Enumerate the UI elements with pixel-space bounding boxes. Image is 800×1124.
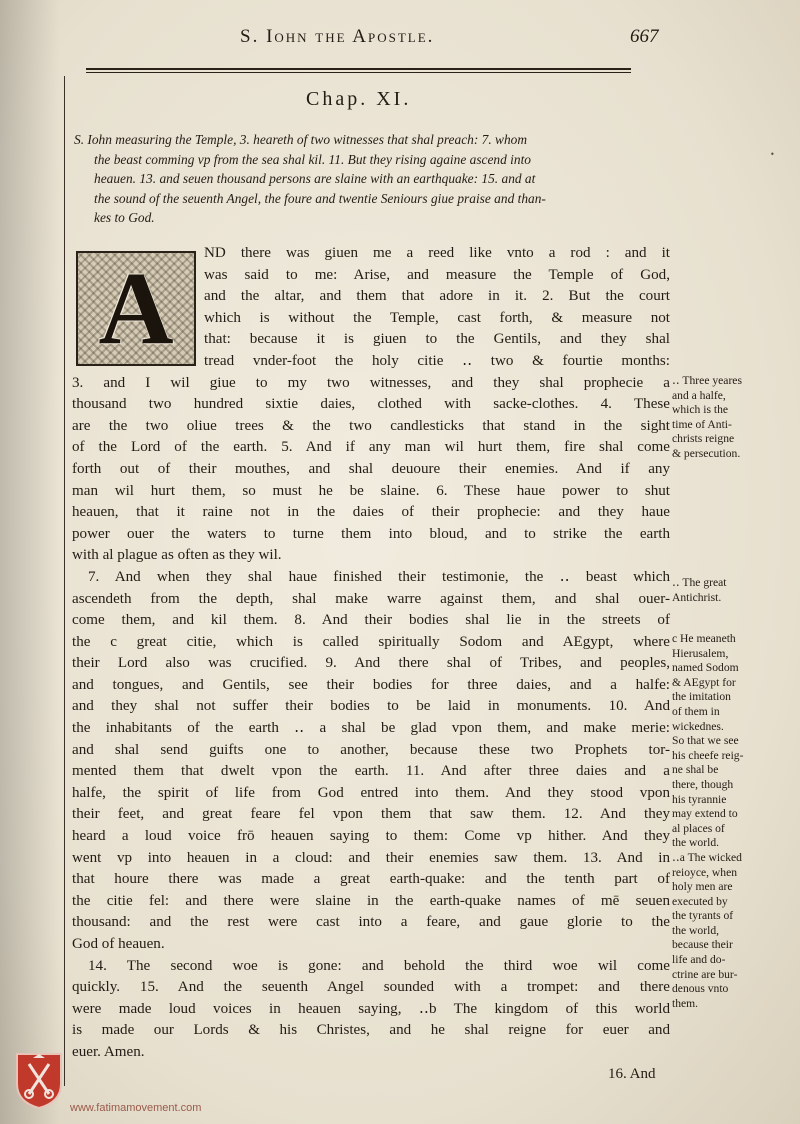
text-line: quickly. 15. And the seuenth Angel sounded with a trompet: and there [72, 979, 670, 996]
text-line: God of heauen. [72, 936, 165, 952]
note-line: them. [672, 996, 699, 1010]
note-line: may extend to [672, 807, 738, 821]
catchword: 16. And [608, 1066, 656, 1082]
text-line: are the two oliue trees & the two candlesticks that stand in the sight [72, 417, 670, 434]
text-line: was said to me: Arise, and measure the Temple of God, [204, 266, 670, 283]
note-line: the imitation [672, 690, 731, 704]
note-line: the tyrants of [672, 909, 734, 923]
margin-note-hierusalem [672, 632, 790, 1011]
text-line: that houre there was made a great earth-quake: and the tenth part of [72, 871, 670, 888]
text-line: ascendeth from the depth, shal make warre against them, and shal ouer- [72, 590, 670, 607]
text-line: 7. And when they shal haue finished their testimonie, the ‥ beast which [88, 568, 670, 585]
text-line: thousand two hundred sixtie daies, clothed with sacke-clothes. 4. These [72, 396, 670, 413]
note-line: Antichrist. [672, 590, 722, 604]
text-line: the inhabitants of the earth ‥ a shal be glad vpon them, and make merie: [72, 720, 670, 737]
running-title: S. Iohn the Apostle. [240, 26, 435, 47]
note-line: the world. [672, 836, 720, 850]
text-line: heauen, that it raine not in the daies of their prophecie: and they haue [72, 504, 670, 521]
text-line: and they shal not suffer their bodies to be laid in monuments. 10. And [72, 698, 670, 715]
note-line: So that we see [672, 734, 739, 748]
note-line: Hierusalem, [672, 646, 729, 660]
watermark-url: www.fatimamovement.com [70, 1102, 202, 1114]
note-line: there, though [672, 777, 734, 791]
binding-shadow [0, 0, 60, 1124]
note-line: time of Anti- [672, 417, 732, 431]
text-line: mented them that dwelt vpon the earth. 11. And after three daies and a [72, 763, 670, 780]
note-line: of them in [672, 704, 720, 718]
text-line: tread vnder-foot the holy citie ‥ two & fourtie months: [204, 352, 670, 369]
text-line: their Lord also was crucified. 9. And there shal of Tribes, and peoples, [72, 655, 670, 672]
note-line: wickednes. [672, 719, 724, 733]
chapter-text [72, 243, 670, 1064]
note-line: ‥ The great [672, 576, 727, 589]
column-rule [64, 76, 65, 1086]
note-line: & persecution. [672, 446, 741, 460]
text-line: their feet, and great feare fel vpon them that saw them. 12. And they [72, 806, 670, 823]
margin-note-great-antichrist [672, 576, 790, 605]
text-line: is made our Lords & his Christes, and he shal reigne for euer and [72, 1022, 670, 1039]
text-line: thousand: and the rest were cast into a feare, and gaue glorie to the [72, 914, 670, 931]
argument-line: the beast comming vp from the sea shal kil. 11. But they rising againe ascend into [94, 151, 531, 167]
text-line: which is without the Temple, cast forth, & measure not [204, 309, 670, 326]
text-line: ND there was giuen me a reed like vnto a rod : and it [204, 245, 670, 261]
argument-line: the sound of the seuenth Angel, the foure and twentie Seniours giue praise and than- [94, 190, 546, 206]
page-number: 667 [630, 26, 659, 47]
note-line: because their [672, 938, 733, 952]
argument-line: heauen. 13. and seuen thousand persons are slaine with an earthquake: 15. and at [94, 171, 536, 186]
text-line: 14. The second woe is gone: and behold the third woe wil come [88, 957, 670, 974]
text-line: forth out of their mouthes, and shal deuoure their enemies. And if any [72, 460, 670, 477]
header-rule-thin [86, 72, 631, 73]
papal-keys-logo-icon [13, 1050, 65, 1110]
note-line: al places of [672, 821, 725, 835]
chapter-argument [74, 130, 674, 228]
note-line: ‥ Three yeares [672, 374, 742, 387]
text-line: man wil hurt them, so must he be slaine. 6. These haue power to shut [72, 482, 670, 499]
text-line: 3. and I wil giue to my two witnesses, and they shal prophecie a [72, 374, 670, 391]
text-line: went vp into heauen in a cloud: and their enemies saw them. 13. And in [72, 849, 670, 866]
note-line: ctrine are bur- [672, 967, 738, 981]
text-line: that: because it is giuen to the Gentils, and they shal [204, 331, 670, 348]
header-rule [86, 68, 631, 70]
chapter-heading: Chap. XI. [306, 88, 412, 110]
text-line: euer. Amen. [72, 1043, 145, 1060]
note-line: holy men are [672, 880, 733, 894]
note-line: ‥a The wicked [672, 850, 742, 864]
text-line: power ouer the waters to turne them into bloud, and to strike the earth [72, 525, 670, 542]
text-line: of the Lord of the earth. 5. And if any man wil hurt them, fire shal come [72, 439, 670, 456]
note-line: his cheefe reig- [672, 748, 744, 762]
note-line: & AEgypt for [672, 675, 736, 689]
text-line: halfe, the spirit of life from God entred into them. And they stood vpon [72, 784, 670, 801]
argument-line: S. Iohn measuring the Temple, 3. heareth of two witnesses that shal preach: 7. whom [74, 132, 528, 147]
note-line: life and do- [672, 953, 726, 967]
text-line: the c great citie, which is called spiritually Sodom and AEgypt, where [72, 633, 670, 650]
note-line: denous vnto [672, 982, 729, 996]
note-line: christs reigne [672, 432, 735, 446]
drop-cap-letter: A [98, 250, 174, 366]
note-line: c He meaneth [672, 632, 736, 645]
note-line: his tyrannie [672, 792, 727, 806]
text-line: and the altar, and them that adore in it. 2. But the court [204, 288, 670, 305]
note-line: ne shal be [672, 763, 719, 777]
note-line: and a halfe, [672, 388, 726, 402]
text-line: come them, and kil them. 8. And their bodies shal lie in the streets of [72, 612, 670, 629]
page-speck: • [770, 150, 775, 159]
note-line: named Sodom [672, 661, 739, 675]
note-line: reioyce, when [672, 865, 738, 879]
text-line: and shal send guifts one to another, because these two Prophets tor- [72, 741, 670, 758]
text-line: the citie fel: and there were slaine in the earth-quake names of mē seuen [72, 892, 670, 909]
note-line: executed by [672, 894, 728, 908]
text-line: were made loud voices in heauen saying, ‥b The kingdom of this world [72, 1000, 670, 1017]
margin-note-three-yeares [672, 374, 790, 462]
text-line: heard a loud voice frō heauen saying to them: Come vp hither. And they [72, 828, 670, 845]
note-line: which is the [672, 403, 729, 417]
argument-line: kes to God. [94, 210, 155, 225]
text-line: and tongues, and Gentils, see their bodies for three daies, and a halfe: [72, 676, 670, 693]
note-line: the world, [672, 923, 720, 937]
text-line: with al plague as often as they wil. [72, 547, 282, 564]
